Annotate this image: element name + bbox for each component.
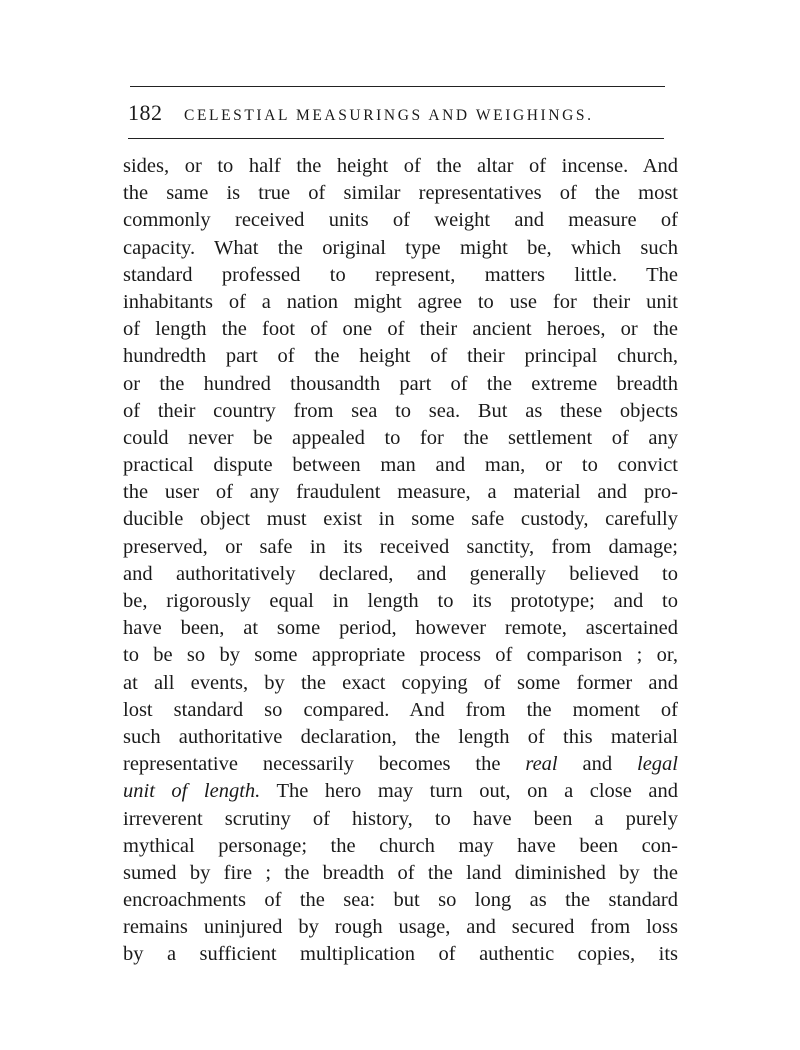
text-line <box>123 615 678 642</box>
text-run: of their country from sea to sea. But as these objects <box>123 399 678 422</box>
text-line <box>123 833 678 860</box>
text-line <box>123 262 678 289</box>
running-title: CELESTIAL MEASURINGS AND WEIGHINGS. <box>184 107 594 124</box>
text-line <box>123 588 678 615</box>
text-run: and authoritatively declared, and generally believed to <box>123 562 678 585</box>
text-line <box>123 697 678 724</box>
running-head <box>128 100 668 128</box>
text-run: irreverent scrutiny of history, to have been a purely <box>123 807 678 830</box>
text-line <box>123 860 678 887</box>
text-run: by a sufficient multiplication of authentic copies, its <box>123 943 678 966</box>
text-run: remains uninjured by rough usage, and secured from loss <box>123 916 678 939</box>
text-line <box>123 887 678 914</box>
text-line <box>123 534 678 561</box>
text-run: inhabitants of a nation might agree to use for their unit <box>123 290 678 313</box>
text-run: such authoritative declaration, the length of this material <box>123 725 678 748</box>
text-line <box>123 207 678 234</box>
italic-text: unit of length. <box>123 780 261 803</box>
text-run: standard professed to represent, matters little. The <box>123 263 678 286</box>
page-number: 182 <box>128 100 163 125</box>
text-line <box>123 180 678 207</box>
text-run: commonly received units of weight and measure of <box>123 209 678 232</box>
text-line <box>123 506 678 533</box>
text-line <box>123 289 678 316</box>
text-run: the user of any fraudulent measure, a material and pro- <box>123 481 678 504</box>
text-run: lost standard so compared. And from the moment of <box>123 698 678 721</box>
text-line <box>123 479 678 506</box>
text-line <box>123 343 678 370</box>
text-run: have been, at some period, however remote, ascertained <box>123 617 678 640</box>
text-line <box>123 806 678 833</box>
text-run: preserved, or safe in its received sanctity, from damage; <box>123 535 678 558</box>
body-text <box>123 153 678 969</box>
header-rule-top <box>130 86 665 87</box>
text-run: practical dispute between man and man, or to convict <box>123 454 678 477</box>
text-run: or the hundred thousandth part of the extreme breadth <box>123 372 678 395</box>
italic-text: real <box>525 753 558 776</box>
text-line <box>123 941 678 968</box>
text-line <box>123 371 678 398</box>
text-line <box>123 724 678 751</box>
text-line <box>123 452 678 479</box>
text-run: at all events, by the exact copying of some former and <box>123 671 678 694</box>
text-run: The hero may turn out, on a close and <box>260 780 678 803</box>
text-run: be, rigorously equal in length to its prototype; and to <box>123 590 678 612</box>
text-run: and <box>557 753 637 776</box>
text-run: to be so by some appropriate process of comparison ; or, <box>123 644 678 667</box>
text-line <box>123 778 678 805</box>
text-line <box>123 316 678 343</box>
text-line <box>123 642 678 669</box>
text-line <box>123 153 678 180</box>
text-run: mythical personage; the church may have been con- <box>123 834 678 857</box>
text-line <box>123 235 678 262</box>
text-line <box>123 670 678 697</box>
text-run: the same is true of similar representatives of the most <box>123 182 678 205</box>
text-run: representative necessarily becomes the <box>123 753 526 776</box>
text-run: hundredth part of the height of their principal church, <box>123 345 678 368</box>
text-run: capacity. What the original type might be, which such <box>123 236 678 259</box>
text-run: of length the foot of one of their ancient heroes, or the <box>123 318 678 341</box>
text-line <box>123 914 678 941</box>
italic-text: legal <box>637 753 678 776</box>
text-run: ducible object must exist in some safe custody, carefully <box>123 508 678 531</box>
header-rule-bottom <box>128 138 664 139</box>
text-run: sumed by fire ; the breadth of the land diminished by the <box>123 861 678 884</box>
text-run: sides, or to half the height of the altar of incense. And <box>123 155 678 177</box>
text-run: encroachments of the sea: but so long as the standard <box>123 889 678 912</box>
text-line <box>123 398 678 425</box>
text-line <box>123 561 678 588</box>
text-line <box>123 751 678 778</box>
text-line <box>123 425 678 452</box>
text-run: could never be appealed to for the settlement of any <box>123 426 678 449</box>
